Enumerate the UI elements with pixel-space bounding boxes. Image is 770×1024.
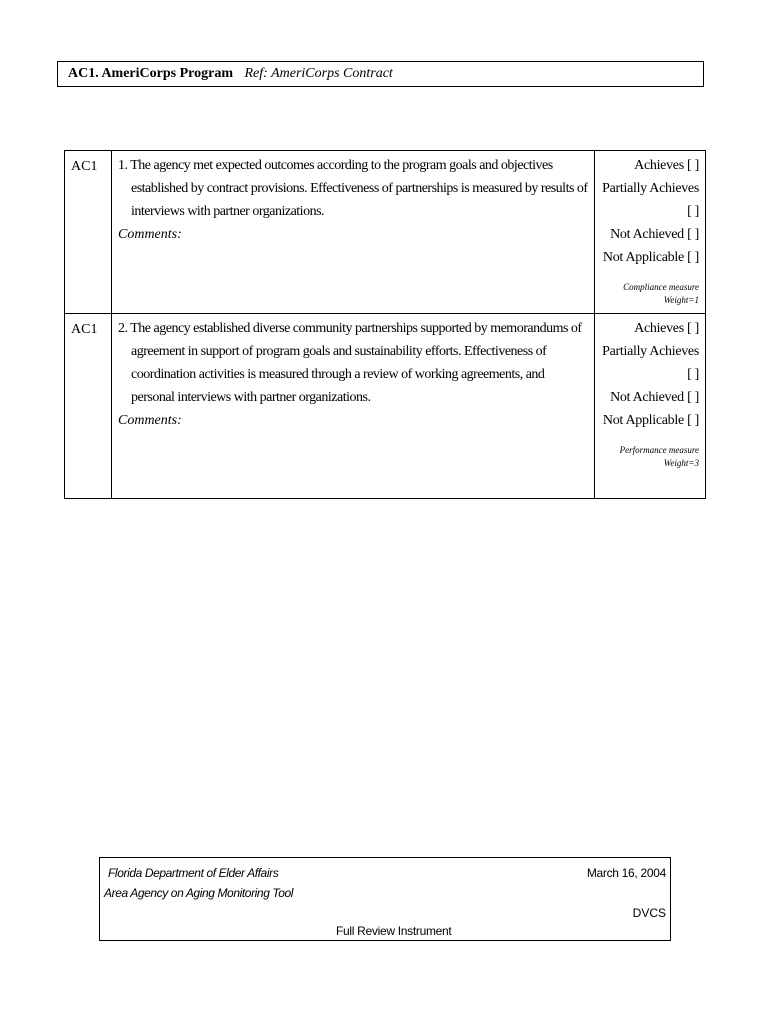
measure-weight: Weight=1 <box>663 295 699 305</box>
footer-organization: Florida Department of Elder Affairs <box>108 866 279 880</box>
page-footer <box>99 857 671 941</box>
row-statement: 1. The agency met expected outcomes according to the program goals and objectives established by contract provisions. Effectiveness of partnerships is measured by results of interviews with partner organizations. <box>118 158 588 219</box>
row-statement-cell <box>112 151 595 314</box>
option-not-applicable[interactable]: Not Applicable [ ] <box>602 250 699 265</box>
table-row <box>65 314 706 499</box>
option-not-achieved[interactable]: Not Achieved [ ] <box>610 390 699 405</box>
row-statement: 2. The agency established diverse community partnerships supported by memorandums of agreement in support of program goals and sustainability efforts. Effectiveness of coordination activities is measured through a review of working agreements, and personal interviews with partner organizations. <box>118 321 582 405</box>
measure-type: Performance measure <box>619 445 699 455</box>
option-not-achieved[interactable]: Not Achieved [ ] <box>610 227 699 242</box>
option-achieves[interactable]: Achieves [ ] <box>634 158 699 173</box>
footer-tool: Area Agency on Aging Monitoring Tool <box>104 886 294 900</box>
row-code: AC1 <box>65 151 112 314</box>
comments-label: Comments: <box>118 413 182 428</box>
option-partially-achieves[interactable]: Partially Achieves [ ] <box>602 181 699 219</box>
section-title: AC1. AmeriCorps Program <box>68 66 233 81</box>
rating-options <box>595 314 706 499</box>
section-reference: Ref: AmeriCorps Contract <box>244 66 393 81</box>
footer-date: March 16, 2004 <box>586 866 666 880</box>
measure-weight: Weight=3 <box>663 458 699 468</box>
comments-label: Comments: <box>118 227 182 242</box>
section-header <box>57 61 704 87</box>
footer-instrument: Full Review Instrument <box>336 924 452 938</box>
rating-options <box>595 151 706 314</box>
measure-type: Compliance measure <box>623 282 699 292</box>
footer-code: DVCS <box>632 906 666 920</box>
table-row <box>65 151 706 314</box>
review-table <box>64 150 706 499</box>
row-code: AC1 <box>65 314 112 499</box>
option-partially-achieves[interactable]: Partially Achieves [ ] <box>602 344 699 382</box>
option-not-applicable[interactable]: Not Applicable [ ] <box>602 413 699 428</box>
option-achieves[interactable]: Achieves [ ] <box>634 321 699 336</box>
row-statement-cell <box>112 314 595 499</box>
